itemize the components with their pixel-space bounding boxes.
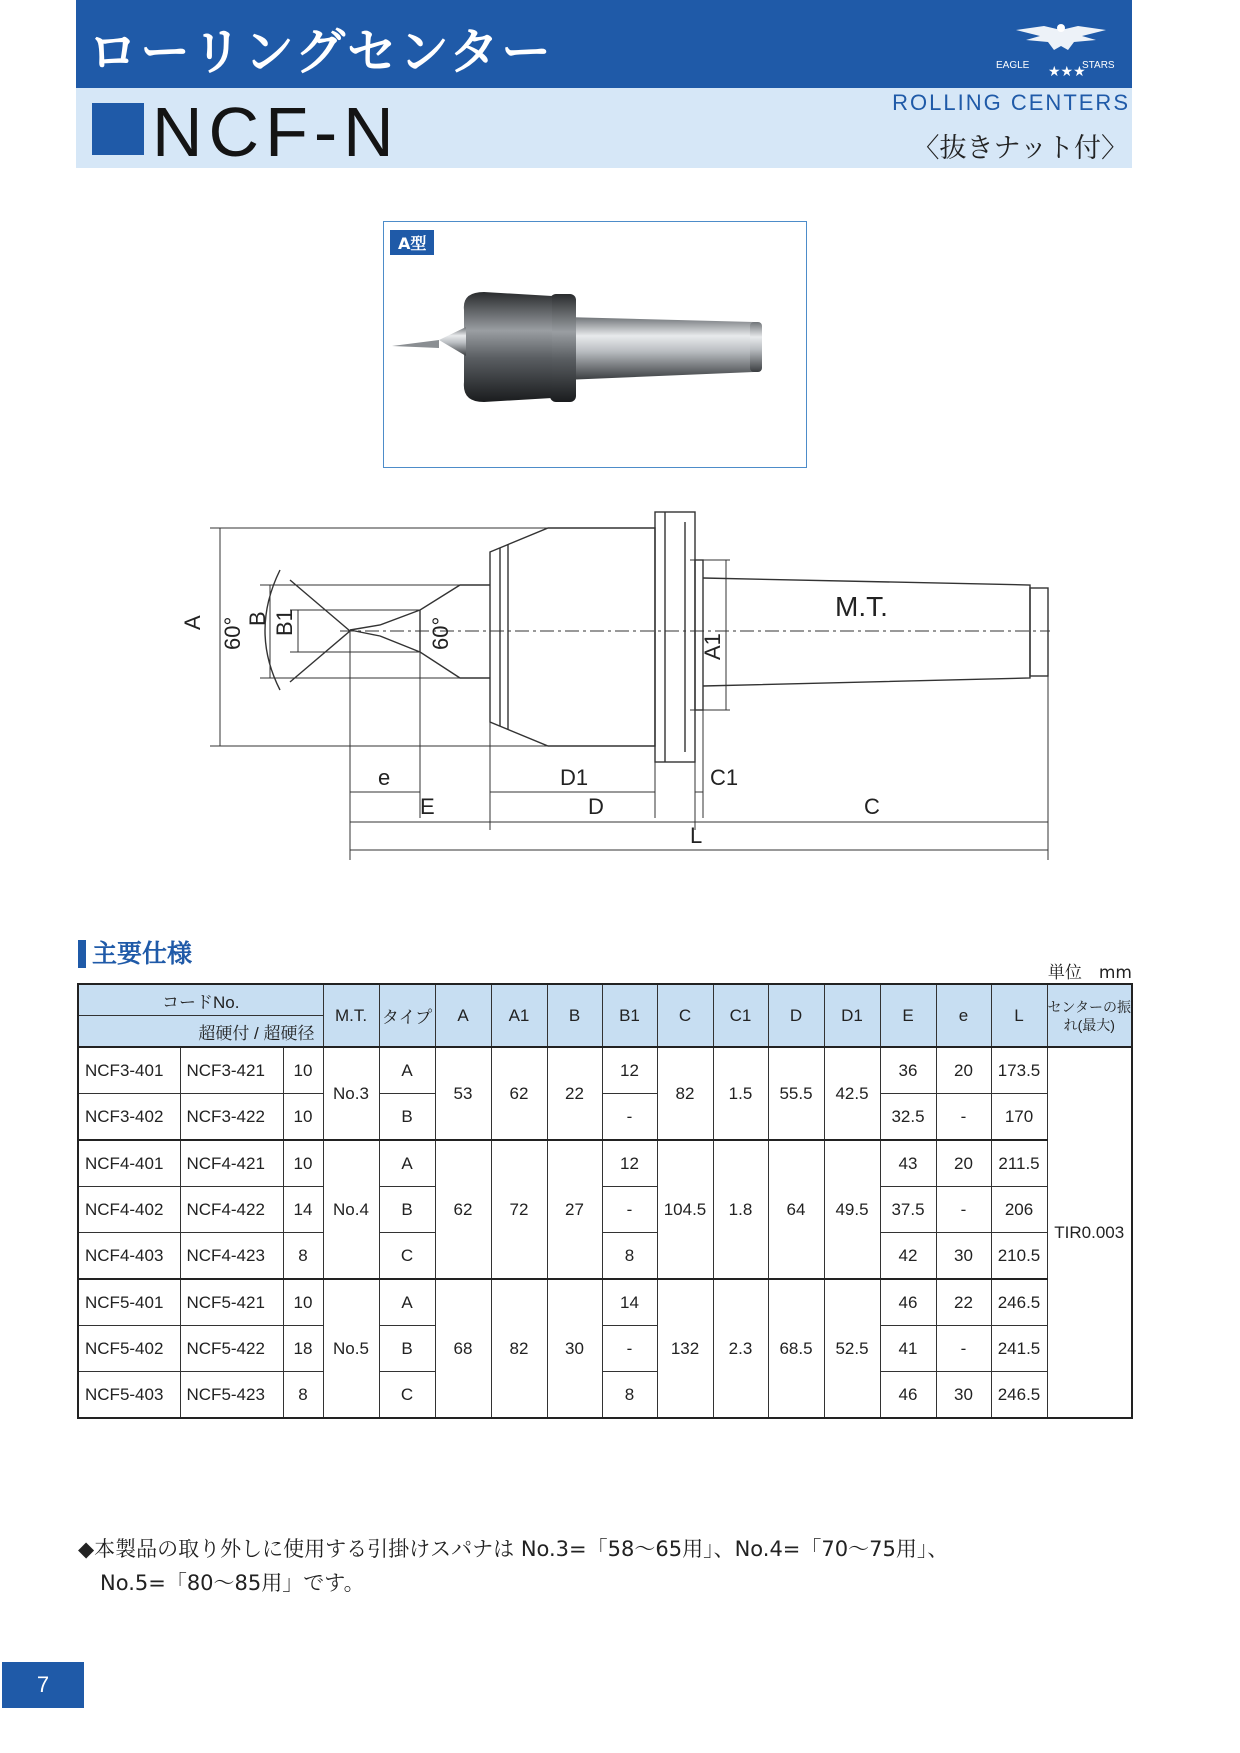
cell-carbide: NCF3-422 (180, 1094, 283, 1141)
cell-dia: 8 (283, 1372, 323, 1419)
cell-type: C (379, 1372, 435, 1419)
dim-label-angle-left: 60° (220, 616, 245, 650)
cell-carbide: NCF3-421 (180, 1047, 283, 1094)
cell-code: NCF5-403 (78, 1372, 180, 1419)
dim-label-L: L (690, 823, 703, 848)
cell-B: 22 (547, 1047, 602, 1140)
cell-E: 42 (880, 1233, 936, 1280)
cell-L: 241.5 (991, 1326, 1047, 1372)
header-A1: A1 (491, 984, 547, 1047)
table-row (78, 1279, 1132, 1326)
dim-label-A: A (180, 615, 205, 630)
header-runout: センターの振れ(最大) (1047, 984, 1132, 1047)
header-e: e (936, 984, 991, 1047)
header-A: A (435, 984, 491, 1047)
cell-dia: 10 (283, 1094, 323, 1141)
header-code-sub: 超硬付 / 超硬径 (78, 1016, 323, 1048)
logo-text-left: EAGLE (996, 60, 1030, 71)
cell-B1: - (602, 1094, 657, 1141)
cell-C1: 1.8 (713, 1140, 768, 1279)
header-B: B (547, 984, 602, 1047)
cell-e: 22 (936, 1279, 991, 1326)
unit-label: 単位 mm (1047, 963, 1132, 983)
page-title-jp: ローリングセンター (88, 23, 553, 81)
cell-e: - (936, 1094, 991, 1141)
cell-L: 206 (991, 1187, 1047, 1233)
logo-text-right: STARS (1082, 60, 1115, 71)
cell-E: 36 (880, 1047, 936, 1094)
cell-carbide: NCF5-423 (180, 1372, 283, 1419)
cell-mt: No.3 (323, 1047, 379, 1140)
cell-code: NCF5-401 (78, 1279, 180, 1326)
technical-drawing (170, 500, 1070, 870)
footnote-line-1: ◆本製品の取り外しに使用する引掛けスパナは No.3=「58〜65用」、No.4=「70〜75用」、 (78, 1537, 949, 1561)
cell-carbide: NCF5-421 (180, 1279, 283, 1326)
cell-D1: 52.5 (824, 1279, 880, 1418)
cell-E: 46 (880, 1372, 936, 1419)
table-row (78, 1094, 1132, 1141)
cell-type: A (379, 1279, 435, 1326)
cell-type: C (379, 1233, 435, 1280)
dim-label-B1: B1 (272, 609, 297, 636)
type-a-tag: A型 (390, 230, 434, 255)
footnote (78, 1532, 1138, 1600)
subtitle-english: ROLLING CENTERS (892, 90, 1130, 115)
cell-D: 68.5 (768, 1279, 824, 1418)
cell-D: 64 (768, 1140, 824, 1279)
cell-E: 43 (880, 1140, 936, 1187)
header-code: コードNo. (78, 984, 323, 1016)
cell-type: B (379, 1326, 435, 1372)
cell-dia: 14 (283, 1187, 323, 1233)
cell-L: 170 (991, 1094, 1047, 1141)
dim-label-B: B (245, 611, 270, 626)
cell-B1: 12 (602, 1140, 657, 1187)
cell-e: - (936, 1187, 991, 1233)
cell-C: 82 (657, 1047, 713, 1140)
cell-carbide: NCF5-422 (180, 1326, 283, 1372)
page-title-model: NCF-N (152, 93, 400, 171)
cell-type: B (379, 1187, 435, 1233)
cell-B1: 8 (602, 1233, 657, 1280)
header-D: D (768, 984, 824, 1047)
cell-E: 37.5 (880, 1187, 936, 1233)
cell-L: 211.5 (991, 1140, 1047, 1187)
section-heading: 主要仕様 (78, 940, 192, 968)
cell-B1: - (602, 1187, 657, 1233)
table-row (78, 1140, 1132, 1187)
title-square-mark (92, 103, 144, 155)
cell-B1: - (602, 1326, 657, 1372)
cell-e: 20 (936, 1047, 991, 1094)
cell-carbide: NCF4-422 (180, 1187, 283, 1233)
cell-type: A (379, 1047, 435, 1094)
cell-code: NCF5-402 (78, 1326, 180, 1372)
cell-C1: 1.5 (713, 1047, 768, 1140)
cell-L: 246.5 (991, 1279, 1047, 1326)
header-E: E (880, 984, 936, 1047)
cell-B: 27 (547, 1140, 602, 1279)
cell-dia: 18 (283, 1326, 323, 1372)
header-type: タイプ (379, 984, 435, 1047)
cell-L: 173.5 (991, 1047, 1047, 1094)
cell-dia: 10 (283, 1140, 323, 1187)
cell-runout: TIR0.003 (1047, 1047, 1132, 1418)
cell-mt: No.5 (323, 1279, 379, 1418)
cell-B: 30 (547, 1279, 602, 1418)
cell-B1: 14 (602, 1279, 657, 1326)
cell-type: A (379, 1140, 435, 1187)
dim-label-angle-tip: 60° (428, 616, 453, 650)
dim-label-taper: M.T. (835, 591, 888, 622)
cell-code: NCF3-401 (78, 1047, 180, 1094)
header-C: C (657, 984, 713, 1047)
cell-e: 30 (936, 1372, 991, 1419)
table-row (78, 1187, 1132, 1233)
header-B1: B1 (602, 984, 657, 1047)
cell-e: - (936, 1326, 991, 1372)
cell-mt: No.4 (323, 1140, 379, 1279)
dim-label-D1: D1 (560, 765, 589, 790)
cell-C: 104.5 (657, 1140, 713, 1279)
cell-A1: 72 (491, 1140, 547, 1279)
cell-D: 55.5 (768, 1047, 824, 1140)
table-row (78, 1233, 1132, 1280)
cell-code: NCF3-402 (78, 1094, 180, 1141)
star-icon: ★★★ (1048, 64, 1086, 80)
dim-label-D: D (588, 794, 604, 819)
cell-dia: 8 (283, 1233, 323, 1280)
cell-E: 41 (880, 1326, 936, 1372)
cell-e: 30 (936, 1233, 991, 1280)
header-C1: C1 (713, 984, 768, 1047)
cell-code: NCF4-401 (78, 1140, 180, 1187)
cell-D1: 49.5 (824, 1140, 880, 1279)
footnote-line-2: No.5=「80〜85用」です。 (100, 1571, 365, 1595)
rolling-center-photo (384, 222, 808, 469)
cell-dia: 10 (283, 1279, 323, 1326)
header-D1: D1 (824, 984, 880, 1047)
subtitle-japanese: 〈抜きナット付〉 (912, 133, 1128, 164)
cell-C: 132 (657, 1279, 713, 1418)
table-row (78, 1372, 1132, 1419)
cell-E: 46 (880, 1279, 936, 1326)
cell-carbide: NCF4-423 (180, 1233, 283, 1280)
cell-D1: 42.5 (824, 1047, 880, 1140)
eagle-stars-logo (996, 20, 1126, 82)
dim-label-C1: C1 (710, 765, 739, 790)
cell-A1: 82 (491, 1279, 547, 1418)
dim-label-E: E (420, 794, 435, 819)
page-number: 7 (2, 1662, 84, 1708)
cell-carbide: NCF4-421 (180, 1140, 283, 1187)
cell-A: 68 (435, 1279, 491, 1418)
cell-L: 246.5 (991, 1372, 1047, 1419)
header-L: L (991, 984, 1047, 1047)
cell-dia: 10 (283, 1047, 323, 1094)
cell-e: 20 (936, 1140, 991, 1187)
table-row (78, 1047, 1132, 1094)
table-row (78, 1326, 1132, 1372)
header-mt: M.T. (323, 984, 379, 1047)
dim-label-A1: A1 (700, 633, 725, 660)
cell-type: B (379, 1094, 435, 1141)
product-photo-box (383, 221, 807, 468)
cell-code: NCF4-402 (78, 1187, 180, 1233)
dim-label-e: e (378, 765, 391, 790)
cell-E: 32.5 (880, 1094, 936, 1141)
dim-label-C: C (864, 794, 880, 819)
cell-A: 62 (435, 1140, 491, 1279)
cell-L: 210.5 (991, 1233, 1047, 1280)
cell-code: NCF4-403 (78, 1233, 180, 1280)
spec-table (77, 983, 1133, 1419)
cell-C1: 2.3 (713, 1279, 768, 1418)
cell-A: 53 (435, 1047, 491, 1140)
cell-B1: 8 (602, 1372, 657, 1419)
cell-B1: 12 (602, 1047, 657, 1094)
cell-A1: 62 (491, 1047, 547, 1140)
